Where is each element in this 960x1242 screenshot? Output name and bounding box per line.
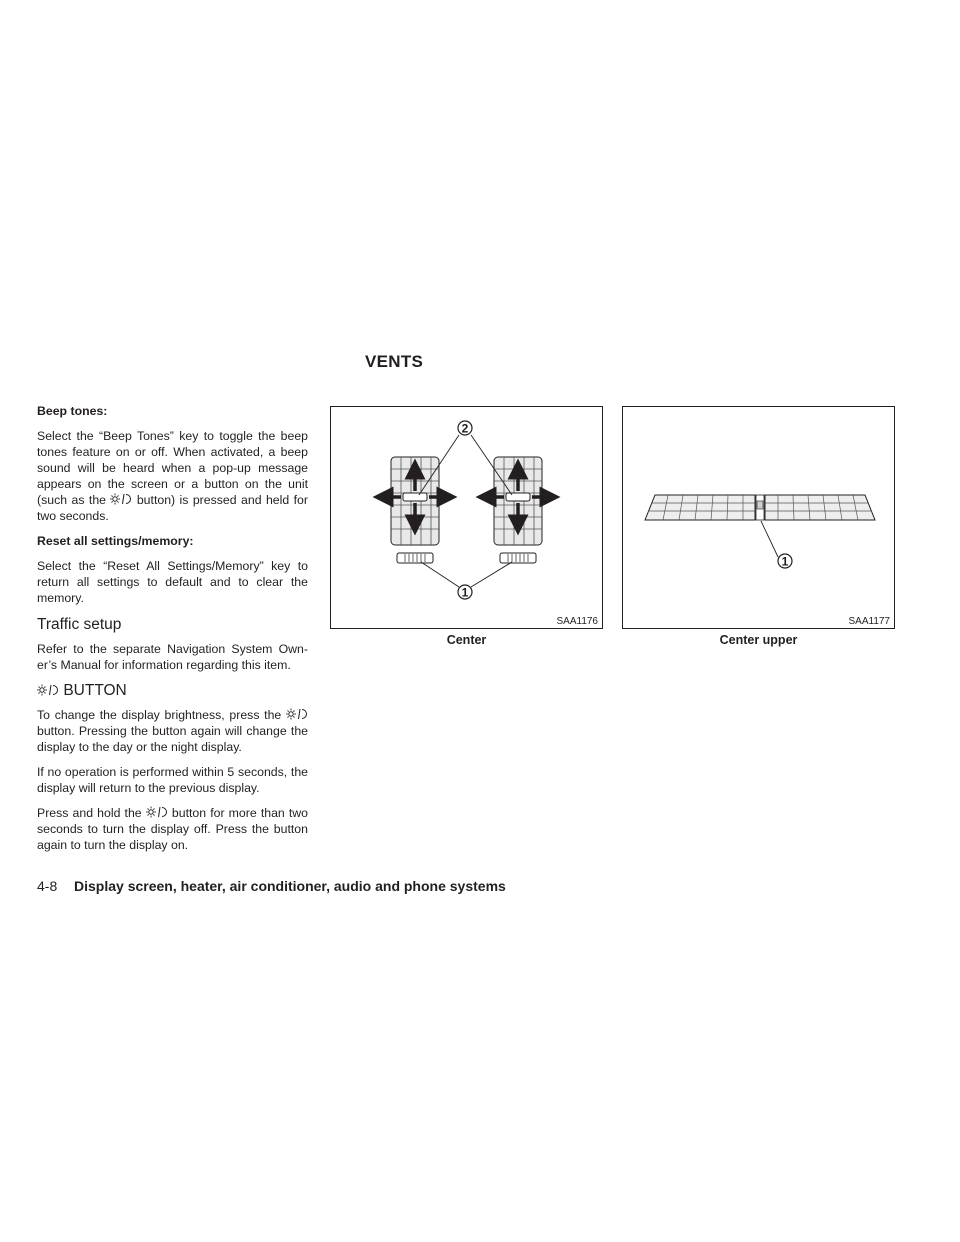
figure-center-upper-vent: [622, 406, 895, 629]
button-text-1b: button. Pressing the button again will change the display to the day or the night display.: [37, 724, 308, 754]
center-upper-vent-illustration: [623, 407, 894, 628]
sun-moon-icon: [110, 492, 132, 506]
figure-code: SAA1177: [848, 616, 890, 627]
center-vents-illustration: [331, 407, 602, 628]
beep-tones-paragraph: [37, 428, 308, 524]
button-paragraph-3: [37, 805, 308, 853]
button-text-3a: Press and hold the: [37, 806, 142, 820]
button-text-2: If no operation is performed within 5 seconds, the display will return to the previous display.: [37, 765, 308, 795]
beep-tones-text-1: Select the “Beep Tones” key to toggle the beep tones feature on or off. When activated, a beep sound will be heard when a pop-up message appears on the screen or a button on the unit (such as the: [37, 429, 308, 507]
callout-2: [458, 421, 472, 436]
traffic-heading: Traffic setup: [37, 616, 122, 633]
button-text-3b: button for more than two seconds to turn the display off. Press the button again to turn the display on.: [37, 806, 309, 852]
figure-caption-center-upper: Center upper: [719, 633, 798, 647]
callout-2-label: 2: [461, 421, 469, 436]
reset-heading: Reset all settings/memory:: [37, 534, 194, 548]
figure-caption-center: Center: [446, 633, 487, 647]
callout-1: [778, 554, 792, 569]
callout-1: [458, 585, 472, 600]
sun-moon-icon: [146, 805, 168, 819]
sun-moon-icon: [37, 683, 59, 697]
button-paragraph-1: [37, 707, 308, 755]
figure-center-vents: [330, 406, 603, 629]
figure-code: SAA1176: [556, 616, 598, 627]
chapter-title: Display screen, heater, air conditioner, audio and phone systems: [74, 878, 506, 894]
beep-tones-text-2: button) is pressed and held for two seconds.: [37, 493, 308, 523]
left-column: [37, 403, 308, 853]
button-heading: BUTTON: [63, 682, 127, 699]
page-number: 4-8: [37, 878, 58, 894]
button-heading-line: [37, 683, 308, 699]
reset-text: Select the “Reset All Settings/Memory” key to return all settings to default and to clear the memory.: [37, 559, 308, 605]
section-title: VENTS: [365, 352, 424, 371]
callout-1-label: 1: [781, 554, 789, 569]
traffic-text: Refer to the separate Navigation System Own-er’s Manual for information regarding this item.: [37, 642, 308, 672]
button-text-1a: To change the display brightness, press the: [37, 708, 282, 722]
callout-1-label: 1: [461, 585, 469, 600]
beep-tones-heading: Beep tones:: [37, 404, 108, 418]
sun-moon-icon: [286, 707, 308, 721]
